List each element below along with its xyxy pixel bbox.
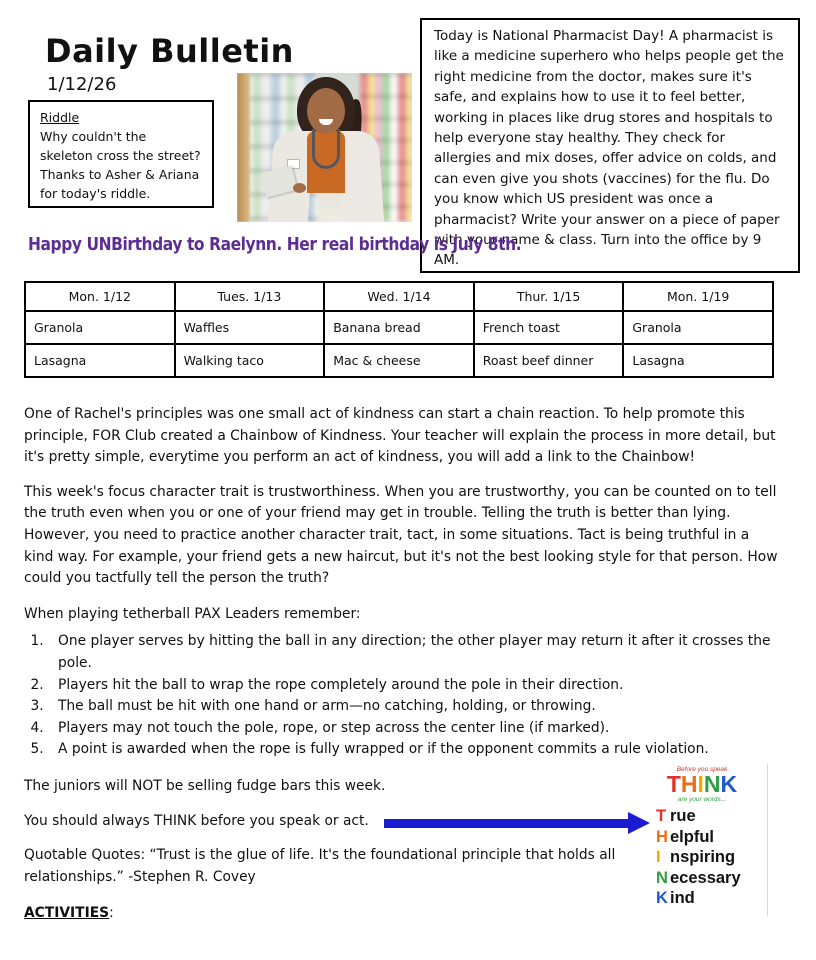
think-acronym-row xyxy=(656,868,767,889)
menu-header-cell: Mon. 1/12 xyxy=(25,282,175,311)
menu-table xyxy=(24,281,774,378)
menu-lunch-row xyxy=(25,344,773,377)
think-title-letter: T xyxy=(666,771,681,797)
think-tagline-top: Before you speak xyxy=(676,766,728,773)
menu-header-cell: Tues. 1/13 xyxy=(175,282,325,311)
menu-cell: Walking taco xyxy=(175,344,325,377)
acronym-rest: nspiring xyxy=(670,848,736,866)
kindness-paragraph: One of Rachel's principles was one small act of kindness can start a chain reaction. To help promote this principle, FOR Club created a Chainbow of Kindness. Your teacher will explain the process in more detail, but it's pretty simple, everytime you perform an act of kindness, you will add a link to the Chainbow! xyxy=(24,406,776,466)
think-announcement: You should always THINK before you speak or act. xyxy=(24,812,369,829)
think-title-letter: I xyxy=(697,771,704,797)
think-title-letter: H xyxy=(680,771,698,797)
menu-header-cell: Thur. 1/15 xyxy=(474,282,624,311)
page-title: Daily Bulletin xyxy=(45,32,294,70)
tetherball-rule-item: 5. A point is awarded when the rope is fully wrapped or if the opponent commits a rule violation. xyxy=(48,739,780,761)
think-title-letter: N xyxy=(703,771,721,797)
tetherball-rule-item: 1. One player serves by hitting the ball in any direction; the other player may return it after it crosses the pole. xyxy=(48,631,780,674)
menu-breakfast-row xyxy=(25,311,773,344)
activities-colon: : xyxy=(109,905,114,922)
acronym-letter: N xyxy=(656,868,668,887)
think-poster xyxy=(656,764,768,916)
menu-cell: Mac & cheese xyxy=(324,344,474,377)
acronym-letter: T xyxy=(656,807,667,825)
think-acronym-row xyxy=(656,806,767,827)
acronym-rest: ind xyxy=(670,889,695,907)
photo-person-hand xyxy=(293,183,306,193)
tetherball-rules-list xyxy=(24,631,780,761)
think-acronym-row xyxy=(656,827,767,848)
acronym-rest: ecessary xyxy=(670,868,741,887)
menu-cell: Granola xyxy=(623,311,773,344)
menu-cell: French toast xyxy=(474,311,624,344)
think-title xyxy=(656,773,748,796)
tetherball-intro: When playing tetherball PAX Leaders remember: xyxy=(24,605,361,622)
think-acronym-row xyxy=(656,847,767,868)
menu-cell: Waffles xyxy=(175,311,325,344)
page-date: 1/12/26 xyxy=(47,74,117,95)
tetherball-rule-item: 2. Players hit the ball to wrap the rope completely around the pole in their direction. xyxy=(48,675,780,697)
tetherball-rule-item: 4. Players may not touch the pole, rope, or step across the center line (if marked). xyxy=(48,718,780,740)
activities-label: ACTIVITIES xyxy=(24,905,110,922)
arrow-head xyxy=(628,812,650,834)
arrow-right-icon xyxy=(384,812,650,834)
think-title-letter: K xyxy=(720,771,738,797)
menu-header-cell: Mon. 1/19 xyxy=(623,282,773,311)
think-acronym-row xyxy=(656,888,767,909)
pharmacist-day-box: Today is National Pharmacist Day! A pharmacist is like a medicine superhero who helps people get the right medicine from the doctor, makes sure it's safe, and explains how to use it to feel better, working in places like drug stores and hospitals to help everyone stay healthy. They check for allergies and mix doses, offer advice on colds, and can even give you shots (vaccines) for the flu. Do you know which US president was once a pharmacist? Write your answer on a piece of paper with your name & class. Turn into the office by 9 AM. xyxy=(420,18,800,273)
fudge-announcement: The juniors will NOT be selling fudge bars this week. xyxy=(24,777,386,794)
tetherball-rule-item: 3. The ball must be hit with one hand or arm—no catching, holding, or throwing. xyxy=(48,696,780,718)
menu-cell: Granola xyxy=(25,311,175,344)
photo-stethoscope xyxy=(312,129,340,169)
menu-cell: Roast beef dinner xyxy=(474,344,624,377)
menu-cell: Lasagna xyxy=(623,344,773,377)
menu-header-row xyxy=(25,282,773,311)
acronym-letter: I xyxy=(656,848,661,866)
acronym-rest: elpful xyxy=(670,827,714,846)
riddle-box xyxy=(28,100,214,208)
riddle-heading: Riddle xyxy=(40,110,80,125)
acronym-letter: H xyxy=(656,827,668,846)
photo-shelf-post xyxy=(237,73,250,222)
menu-cell: Lasagna xyxy=(25,344,175,377)
pharmacist-photo xyxy=(237,73,412,222)
trustworthiness-paragraph: This week's focus character trait is trustworthiness. When you are trustworthy, you can be counted on to tell the truth even when you or one of your friend may get in trouble. Telling the truth is better than lying. However, you need to practice another character trait, tact, in some situations. Tact is being truthful in a kind way. For example, your friend gets a new haircut, but it's not the best looking style for that person. How could you tactfully tell the person the truth? xyxy=(24,483,778,587)
menu-cell: Banana bread xyxy=(324,311,474,344)
menu-header-cell: Wed. 1/14 xyxy=(324,282,474,311)
unbirthday-banner: Happy UNBirthday to Raelynn. Her real birthday is July 8th. xyxy=(28,234,522,255)
think-tagline-bottom: are your words... xyxy=(677,796,727,803)
riddle-question: Why couldn't the skeleton cross the street? xyxy=(40,129,201,163)
riddle-credit: Thanks to Asher & Ariana for today's riddle. xyxy=(40,167,200,201)
arrow-shaft xyxy=(384,819,630,828)
acronym-letter: K xyxy=(656,889,668,907)
photo-person-face xyxy=(307,88,345,134)
acronym-rest: rue xyxy=(670,807,696,825)
quotable-quote: Quotable Quotes: “Trust is the glue of life. It's the foundational principle that holds all relationships.” -Stephen R. Covey xyxy=(24,847,616,885)
